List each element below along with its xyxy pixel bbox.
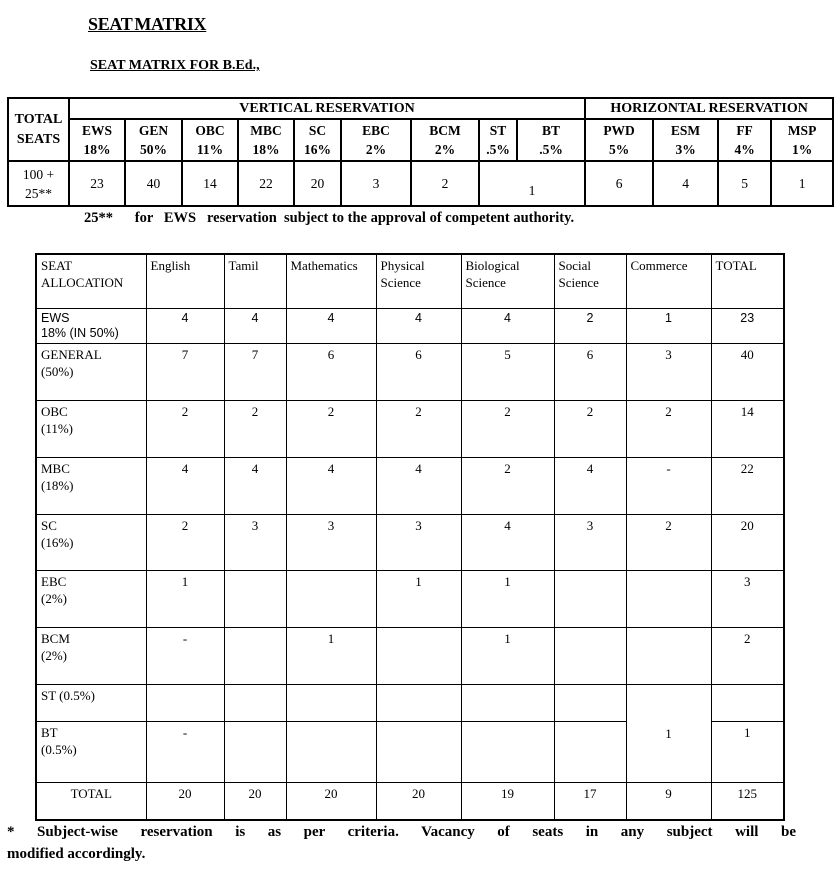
- col-header-bcm: BCM 2%: [411, 119, 479, 161]
- cell-bcm-commerce: [626, 627, 711, 684]
- seats-esm: 4: [653, 161, 718, 206]
- cell-bt-mathematics: [286, 721, 376, 782]
- cell-sc-mathematics: 3: [286, 514, 376, 570]
- cell-ebc-english: 1: [146, 570, 224, 627]
- cell-general-commerce: 3: [626, 343, 711, 400]
- footnote-line-2: modified accordingly.: [7, 846, 146, 862]
- cell-st-biological: [461, 684, 554, 721]
- cell-bcm-mathematics: 1: [286, 627, 376, 684]
- cell-mbc-biological: 2: [461, 457, 554, 514]
- seats-sc: 20: [294, 161, 341, 206]
- row-label-total: TOTAL: [36, 782, 146, 820]
- total-seats-header: TOTAL SEATS: [8, 98, 69, 161]
- seats-pwd: 6: [585, 161, 653, 206]
- alloc-row-general: [36, 343, 784, 400]
- alloc-row-ebc: [36, 570, 784, 627]
- alloc-header-seat-allocation: SEAT ALLOCATION: [36, 254, 146, 308]
- seats-ews: 23: [69, 161, 125, 206]
- cell-obc-english: 2: [146, 400, 224, 457]
- col-header-obc: OBC 11%: [182, 119, 238, 161]
- cell-st-english: [146, 684, 224, 721]
- alloc-row-bcm: [36, 627, 784, 684]
- cell-bt-physical: [376, 721, 461, 782]
- cell-sc-commerce: 2: [626, 514, 711, 570]
- cell-total-tamil: 20: [224, 782, 286, 820]
- cell-total-mathematics: 20: [286, 782, 376, 820]
- cell-mbc-commerce: -: [626, 457, 711, 514]
- cell-obc-social: 2: [554, 400, 626, 457]
- seats-ebc: 3: [341, 161, 411, 206]
- cell-mbc-social: 4: [554, 457, 626, 514]
- cell-total-commerce: 9: [626, 782, 711, 820]
- cell-general-english: 7: [146, 343, 224, 400]
- seats-obc: 14: [182, 161, 238, 206]
- row-label-sc: SC (16%): [36, 514, 146, 570]
- col-header-ff: FF 4%: [718, 119, 771, 161]
- seats-ff: 5: [718, 161, 771, 206]
- col-header-sc: SC 16%: [294, 119, 341, 161]
- alloc-header-physical-science: Physical Science: [376, 254, 461, 308]
- cell-ews-social: 2: [554, 308, 626, 343]
- row-label-obc: OBC (11%): [36, 400, 146, 457]
- col-header-msp: MSP 1%: [771, 119, 833, 161]
- alloc-header-biological-science: Biological Science: [461, 254, 554, 308]
- seat-allocation-table: [35, 253, 785, 821]
- cell-ebc-social: [554, 570, 626, 627]
- cell-ews-physical: 4: [376, 308, 461, 343]
- cell-obc-total: 14: [711, 400, 784, 457]
- subject-reservation-footnote: [7, 821, 796, 865]
- cell-bcm-tamil: [224, 627, 286, 684]
- alloc-row-total: [36, 782, 784, 820]
- total-seats-value: 100 + 25**: [8, 161, 69, 206]
- col-header-st: ST .5%: [479, 119, 517, 161]
- ews-approval-note: 25** for EWS reservation subject to the approval of competent authority.: [84, 210, 575, 226]
- cell-obc-biological: 2: [461, 400, 554, 457]
- row-label-ebc: EBC (2%): [36, 570, 146, 627]
- seats-msp: 1: [771, 161, 833, 206]
- seats-gen: 40: [125, 161, 182, 206]
- cell-st-physical: [376, 684, 461, 721]
- cell-obc-physical: 2: [376, 400, 461, 457]
- cell-mbc-mathematics: 4: [286, 457, 376, 514]
- cell-ews-total: 23: [711, 308, 784, 343]
- col-header-ebc: EBC 2%: [341, 119, 411, 161]
- cell-st-social: [554, 684, 626, 721]
- col-header-bt: BT .5%: [517, 119, 585, 161]
- cell-obc-tamil: 2: [224, 400, 286, 457]
- cell-sc-biological: 4: [461, 514, 554, 570]
- cell-general-mathematics: 6: [286, 343, 376, 400]
- cell-general-physical: 6: [376, 343, 461, 400]
- cell-general-biological: 5: [461, 343, 554, 400]
- alloc-header-total: TOTAL: [711, 254, 784, 308]
- cell-ebc-mathematics: [286, 570, 376, 627]
- row-label-st: ST (0.5%): [36, 684, 146, 721]
- cell-ebc-commerce: [626, 570, 711, 627]
- cell-bcm-biological: 1: [461, 627, 554, 684]
- cell-bt-english: -: [146, 721, 224, 782]
- seats-st-bt-combined: 1: [479, 161, 585, 206]
- col-header-ews: EWS 18%: [69, 119, 125, 161]
- cell-bt-tamil: [224, 721, 286, 782]
- col-header-esm: ESM 3%: [653, 119, 718, 161]
- cell-st-bt-commerce-merged: 1: [626, 684, 711, 782]
- alloc-header-mathematics: Mathematics: [286, 254, 376, 308]
- cell-total-grand: 125: [711, 782, 784, 820]
- alloc-header-social-science: Social Science: [554, 254, 626, 308]
- col-header-pwd: PWD 5%: [585, 119, 653, 161]
- cell-mbc-total: 22: [711, 457, 784, 514]
- alloc-header-english: English: [146, 254, 224, 308]
- cell-mbc-english: 4: [146, 457, 224, 514]
- cell-bt-social: [554, 721, 626, 782]
- row-label-mbc: MBC (18%): [36, 457, 146, 514]
- row-label-ews: EWS 18% (IN 50%): [36, 308, 146, 343]
- cell-general-social: 6: [554, 343, 626, 400]
- cell-total-english: 20: [146, 782, 224, 820]
- cell-ebc-biological: 1: [461, 570, 554, 627]
- cell-sc-english: 2: [146, 514, 224, 570]
- cell-ews-mathematics: 4: [286, 308, 376, 343]
- seats-bcm: 2: [411, 161, 479, 206]
- alloc-row-obc: [36, 400, 784, 457]
- alloc-header-tamil: Tamil: [224, 254, 286, 308]
- cell-general-total: 40: [711, 343, 784, 400]
- reservation-summary-table: [7, 97, 834, 207]
- cell-ebc-total: 3: [711, 570, 784, 627]
- row-label-bt: BT (0.5%): [36, 721, 146, 782]
- footnote-line-1: * Subject-wise reservation is as per criteria. Vacancy of seats in any subject will be: [7, 824, 796, 840]
- cell-bcm-total: 2: [711, 627, 784, 684]
- row-label-general: GENERAL (50%): [36, 343, 146, 400]
- cell-ews-biological: 4: [461, 308, 554, 343]
- cell-total-biological: 19: [461, 782, 554, 820]
- alloc-row-ews: [36, 308, 784, 343]
- alloc-row-mbc: [36, 457, 784, 514]
- cell-mbc-physical: 4: [376, 457, 461, 514]
- cell-st-tamil: [224, 684, 286, 721]
- cell-total-social: 17: [554, 782, 626, 820]
- alloc-row-st: [36, 684, 784, 721]
- cell-general-tamil: 7: [224, 343, 286, 400]
- cell-bt-total: 1: [711, 721, 784, 782]
- cell-ews-tamil: 4: [224, 308, 286, 343]
- seats-mbc: 22: [238, 161, 294, 206]
- col-header-mbc: MBC 18%: [238, 119, 294, 161]
- cell-st-total: [711, 684, 784, 721]
- cell-sc-social: 3: [554, 514, 626, 570]
- cell-bt-biological: [461, 721, 554, 782]
- page-title: SEAT MATRIX: [88, 14, 207, 34]
- row-label-bcm: BCM (2%): [36, 627, 146, 684]
- alloc-header-commerce: Commerce: [626, 254, 711, 308]
- cell-sc-physical: 3: [376, 514, 461, 570]
- vertical-reservation-header: VERTICAL RESERVATION: [69, 98, 585, 119]
- horizontal-reservation-header: HORIZONTAL RESERVATION: [585, 98, 833, 119]
- col-header-gen: GEN 50%: [125, 119, 182, 161]
- cell-sc-tamil: 3: [224, 514, 286, 570]
- cell-obc-mathematics: 2: [286, 400, 376, 457]
- section-subtitle: SEAT MATRIX FOR B.Ed.,: [90, 58, 260, 73]
- cell-st-mathematics: [286, 684, 376, 721]
- cell-sc-total: 20: [711, 514, 784, 570]
- cell-bcm-social: [554, 627, 626, 684]
- alloc-row-sc: [36, 514, 784, 570]
- cell-obc-commerce: 2: [626, 400, 711, 457]
- cell-ews-english: 4: [146, 308, 224, 343]
- cell-ebc-tamil: [224, 570, 286, 627]
- cell-ews-commerce: 1: [626, 308, 711, 343]
- cell-bcm-english: -: [146, 627, 224, 684]
- cell-total-physical: 20: [376, 782, 461, 820]
- cell-bcm-physical: [376, 627, 461, 684]
- cell-mbc-tamil: 4: [224, 457, 286, 514]
- cell-ebc-physical: 1: [376, 570, 461, 627]
